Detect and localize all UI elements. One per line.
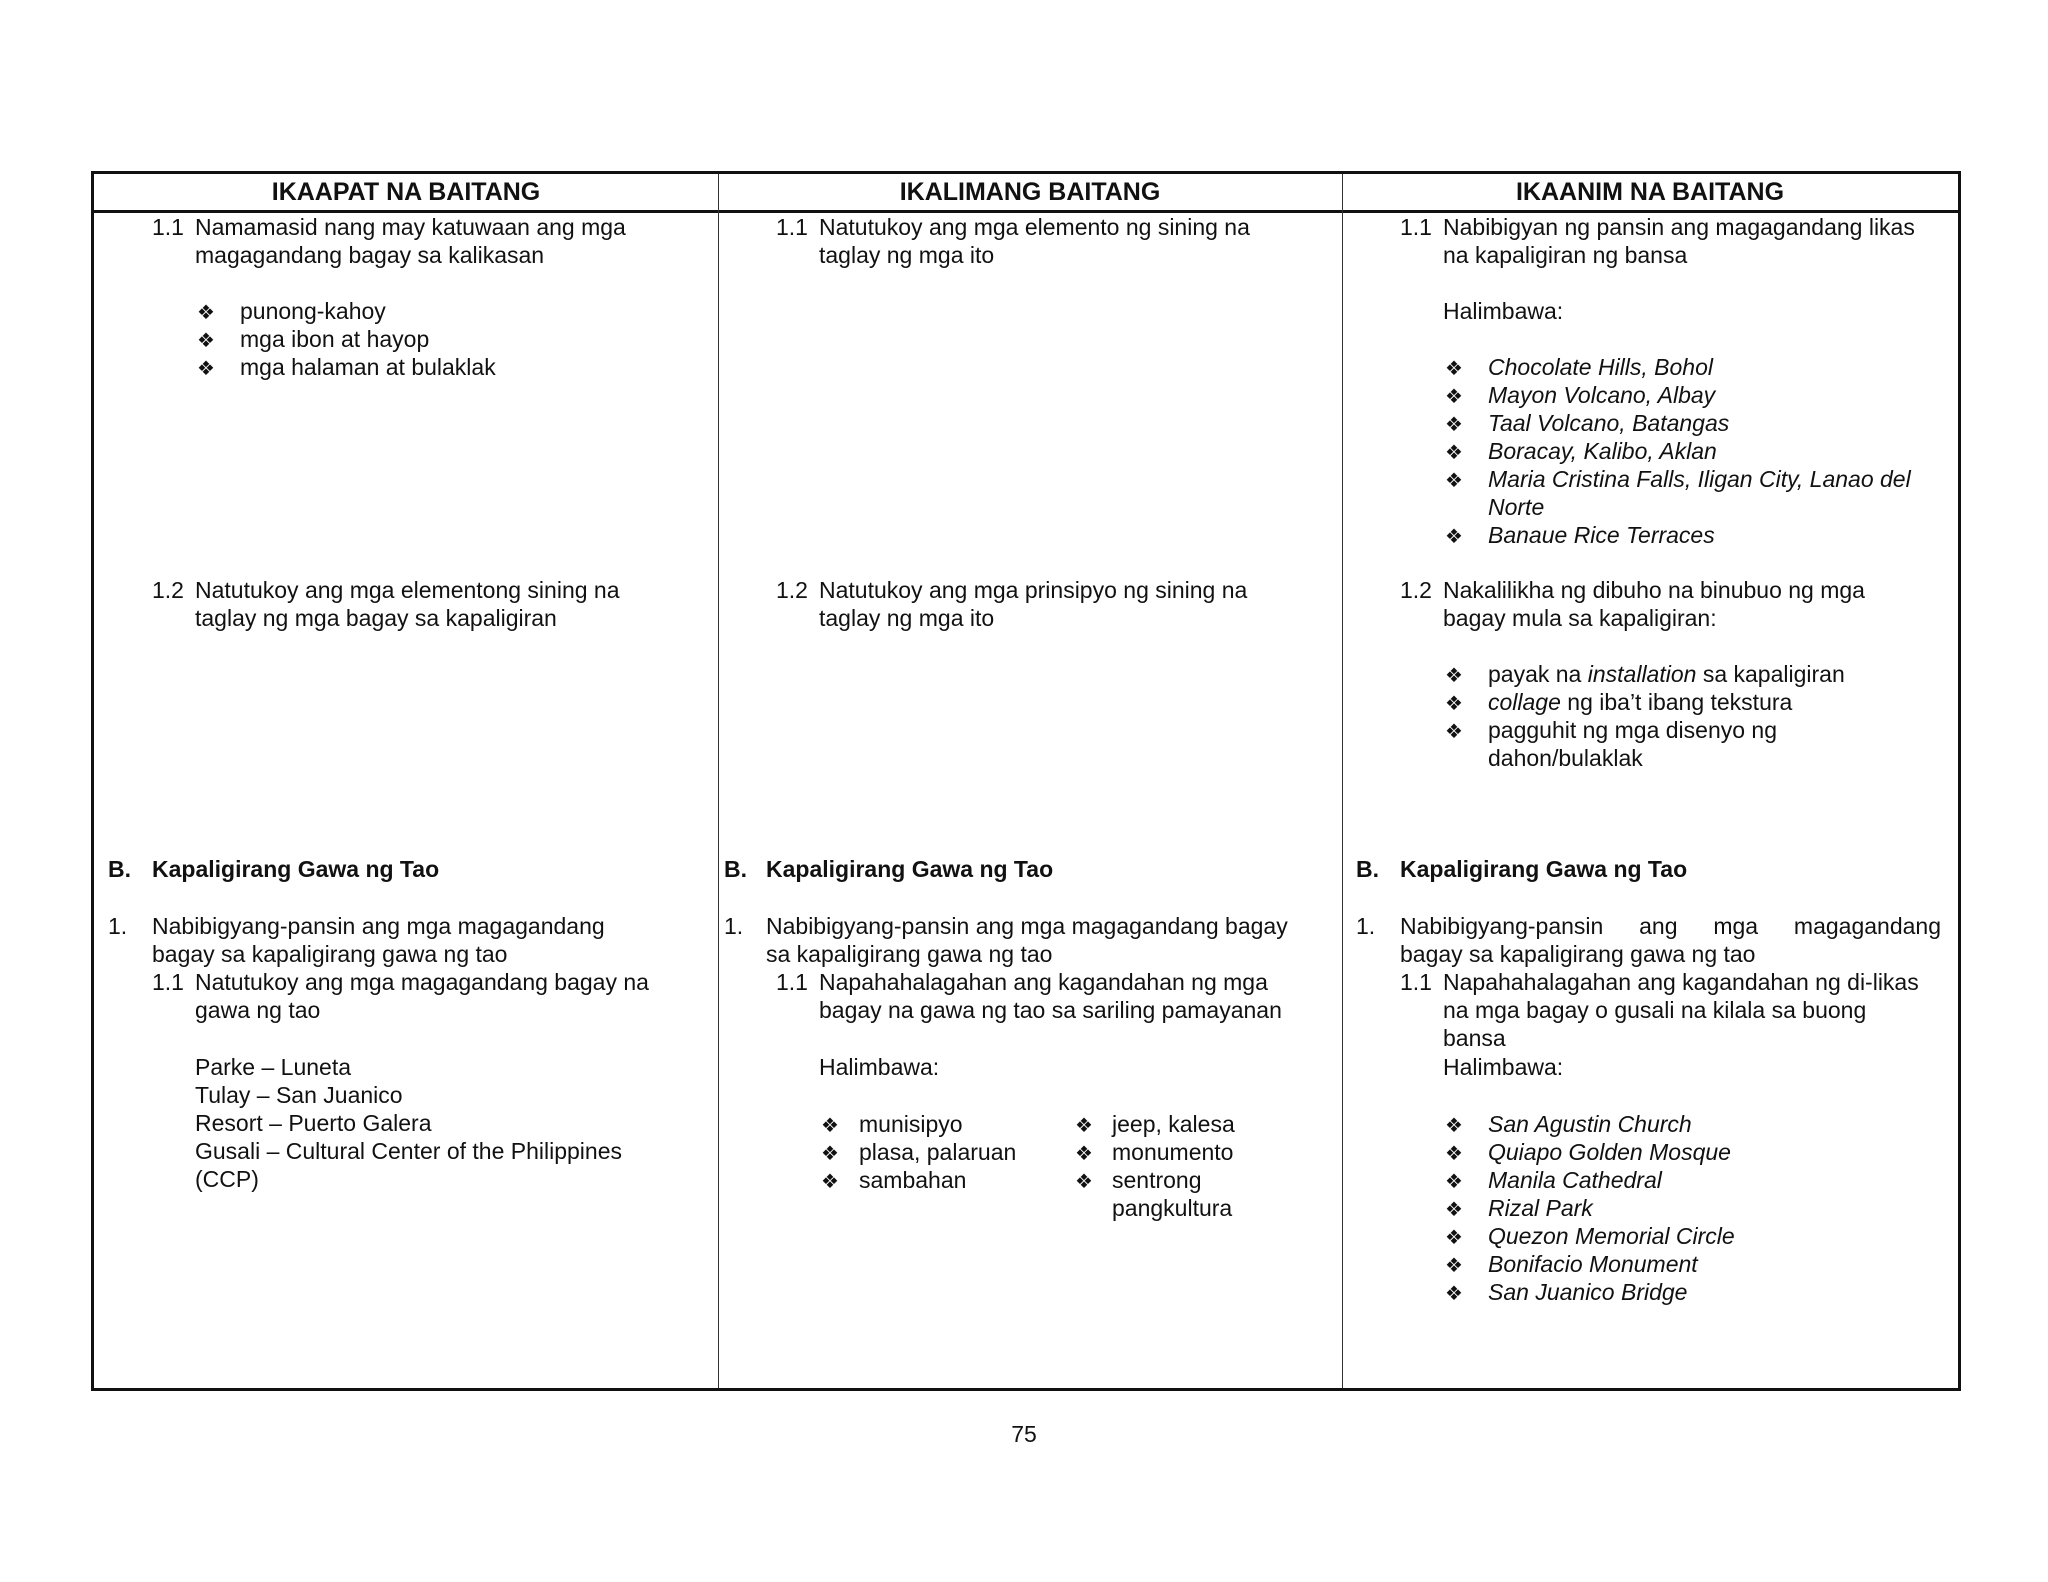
header-grade-4: IKAAPAT NA BAITANG xyxy=(271,178,541,206)
item-text: Nabibigyan ng pansin ang magagandang likas xyxy=(1443,214,1915,240)
column-grade-6 xyxy=(1342,213,1958,1388)
list-item-text: sentrong xyxy=(1112,1167,1202,1193)
list-item-text: Taal Volcano, Batangas xyxy=(1488,410,1730,436)
item-text: bagay mula sa kapaligiran: xyxy=(1443,605,1717,631)
halimbawa-label: Halimbawa: xyxy=(819,1054,940,1080)
header-grade-5: IKALIMANG BAITANG xyxy=(899,178,1161,206)
item-number: 1.1 xyxy=(152,214,184,240)
item-text: taglay ng mga bagay sa kapaligiran xyxy=(195,605,557,631)
section-letter: B. xyxy=(1356,856,1379,882)
page-number: 75 xyxy=(1011,1421,1037,1447)
list-item-text: collage ng iba’t ibang tekstura xyxy=(1488,689,1793,715)
four-petal-diamond-icon: ❖ xyxy=(1445,1227,1463,1249)
column-grade-5 xyxy=(718,213,1342,1388)
four-petal-diamond-icon: ❖ xyxy=(1445,358,1463,380)
item-text: Nabibigyang-pansin ang mga magagandang bagay xyxy=(766,913,1288,939)
list-item-text: sambahan xyxy=(859,1167,967,1193)
item-text: na mga bagay o gusali na kilala sa buong xyxy=(1443,997,1867,1023)
four-petal-diamond-icon: ❖ xyxy=(1445,526,1463,548)
four-petal-diamond-icon: ❖ xyxy=(1445,470,1463,492)
four-petal-diamond-icon: ❖ xyxy=(1445,693,1463,715)
list-item-text: Bonifacio Monument xyxy=(1488,1251,1698,1277)
list-item-text: Manila Cathedral xyxy=(1488,1167,1662,1193)
item-text: Napahahalagahan ang kagandahan ng di-likas xyxy=(1443,969,1919,995)
list-item-text: Quezon Memorial Circle xyxy=(1488,1223,1735,1249)
list-item-text: Maria Cristina Falls, Iligan City, Lanao del xyxy=(1488,466,1911,492)
list-item-text: Rizal Park xyxy=(1488,1195,1593,1221)
list-item-text: San Juanico Bridge xyxy=(1488,1279,1688,1305)
list-item-text: payak na installation sa kapaligiran xyxy=(1488,661,1845,687)
example-item: Tulay – San Juanico xyxy=(195,1082,403,1108)
list-item-text: jeep, kalesa xyxy=(1112,1111,1235,1137)
item-text: bansa xyxy=(1443,1025,1506,1051)
four-petal-diamond-icon: ❖ xyxy=(197,358,215,380)
four-petal-diamond-icon: ❖ xyxy=(1445,1255,1463,1277)
halimbawa-label: Halimbawa: xyxy=(1443,298,1564,324)
four-petal-diamond-icon: ❖ xyxy=(1075,1143,1093,1165)
example-item: Gusali – Cultural Center of the Philippines xyxy=(195,1138,623,1164)
item-text: taglay ng mga ito xyxy=(819,242,995,268)
item-text: na kapaligiran ng bansa xyxy=(1443,242,1688,268)
four-petal-diamond-icon: ❖ xyxy=(1075,1115,1093,1137)
list-item-text: plasa, palaruan xyxy=(859,1139,1017,1165)
list-item-text: San Agustin Church xyxy=(1488,1111,1692,1137)
halimbawa-label: Halimbawa: xyxy=(1443,1054,1564,1080)
item-number: 1.2 xyxy=(1400,577,1432,603)
item-number: 1.2 xyxy=(152,577,184,603)
list-item-text: pagguhit ng mga disenyo ng xyxy=(1488,717,1777,743)
four-petal-diamond-icon: ❖ xyxy=(1445,414,1463,436)
item-text: bagay sa kapaligirang gawa ng tao xyxy=(1400,941,1756,967)
list-item-text: pangkultura xyxy=(1112,1195,1233,1221)
four-petal-diamond-icon: ❖ xyxy=(1075,1171,1093,1193)
item-text: sa kapaligirang gawa ng tao xyxy=(766,941,1053,967)
item-number: 1.1 xyxy=(776,214,808,240)
item-text: Natutukoy ang mga prinsipyo ng sining na xyxy=(819,577,1248,603)
item-number: 1.2 xyxy=(776,577,808,603)
item-text: bagay na gawa ng tao sa sariling pamayanan xyxy=(819,997,1282,1023)
list-item-text: Boracay, Kalibo, Aklan xyxy=(1488,438,1717,464)
four-petal-diamond-icon: ❖ xyxy=(1445,665,1463,687)
list-item-text: monumento xyxy=(1112,1139,1234,1165)
curriculum-table xyxy=(91,171,1961,1391)
list-item-text: Banaue Rice Terraces xyxy=(1488,522,1715,548)
item-text: gawa ng tao xyxy=(195,997,321,1023)
example-item: (CCP) xyxy=(195,1166,259,1192)
item-number: 1. xyxy=(724,913,744,939)
four-petal-diamond-icon: ❖ xyxy=(1445,721,1463,743)
section-title: Kapaligirang Gawa ng Tao xyxy=(152,856,440,882)
header-grade-6: IKAANIM NA BAITANG xyxy=(1515,178,1785,206)
item-text: magagandang bagay sa kalikasan xyxy=(195,242,545,268)
item-text: Nabibigyang-pansin ang mga magagandang xyxy=(152,913,605,939)
four-petal-diamond-icon: ❖ xyxy=(1445,1199,1463,1221)
item-number: 1. xyxy=(1356,913,1376,939)
item-number: 1.1 xyxy=(152,969,184,995)
item-number: 1.1 xyxy=(1400,214,1432,240)
item-text: Natutukoy ang mga elemento ng sining na xyxy=(819,214,1250,240)
item-text: Natutukoy ang mga elementong sining na xyxy=(195,577,620,603)
list-item-text: Mayon Volcano, Albay xyxy=(1488,382,1716,408)
four-petal-diamond-icon: ❖ xyxy=(1445,1143,1463,1165)
four-petal-diamond-icon: ❖ xyxy=(1445,1115,1463,1137)
item-text: Nakalilikha ng dibuho na binubuo ng mga xyxy=(1443,577,1865,603)
list-item xyxy=(196,325,216,355)
four-petal-diamond-icon: ❖ xyxy=(821,1115,839,1137)
list-item-text: dahon/bulaklak xyxy=(1488,745,1643,771)
list-item-text: punong-kahoy xyxy=(240,298,386,324)
item-text: Namamasid nang may katuwaan ang mga xyxy=(195,214,626,240)
list-item xyxy=(196,353,216,383)
four-petal-diamond-icon: ❖ xyxy=(1445,1283,1463,1305)
item-text: Napahahalagahan ang kagandahan ng mga xyxy=(819,969,1268,995)
item-text: Natutukoy ang mga magagandang bagay na xyxy=(195,969,649,995)
section-title: Kapaligirang Gawa ng Tao xyxy=(1400,856,1688,882)
section-letter: B. xyxy=(108,856,131,882)
example-item: Parke – Luneta xyxy=(195,1054,352,1080)
item-text: bagay sa kapaligirang gawa ng tao xyxy=(152,941,508,967)
list-item-text: Norte xyxy=(1488,494,1545,520)
item-number: 1.1 xyxy=(1400,969,1432,995)
four-petal-diamond-icon: ❖ xyxy=(821,1143,839,1165)
four-petal-diamond-icon: ❖ xyxy=(821,1171,839,1193)
item-number: 1.1 xyxy=(776,969,808,995)
list-item-text: mga halaman at bulaklak xyxy=(240,354,496,380)
item-text: Nabibigyang-pansin ang mga magagandang xyxy=(1400,913,1941,939)
item-number: 1. xyxy=(108,913,128,939)
section-letter: B. xyxy=(724,856,747,882)
four-petal-diamond-icon: ❖ xyxy=(1445,442,1463,464)
list-item-text: mga ibon at hayop xyxy=(240,326,430,352)
list-item-text: munisipyo xyxy=(859,1111,963,1137)
section-title: Kapaligirang Gawa ng Tao xyxy=(766,856,1054,882)
table-header-row xyxy=(94,174,1958,213)
list-item-text: Chocolate Hills, Bohol xyxy=(1488,354,1714,380)
item-text: taglay ng mga ito xyxy=(819,605,995,631)
example-item: Resort – Puerto Galera xyxy=(195,1110,432,1136)
four-petal-diamond-icon: ❖ xyxy=(1445,1171,1463,1193)
list-item xyxy=(196,297,216,327)
list-item-text: Quiapo Golden Mosque xyxy=(1488,1139,1731,1165)
column-grade-4 xyxy=(94,213,718,1388)
four-petal-diamond-icon: ❖ xyxy=(197,330,215,352)
four-petal-diamond-icon: ❖ xyxy=(197,302,215,324)
four-petal-diamond-icon: ❖ xyxy=(1445,386,1463,408)
